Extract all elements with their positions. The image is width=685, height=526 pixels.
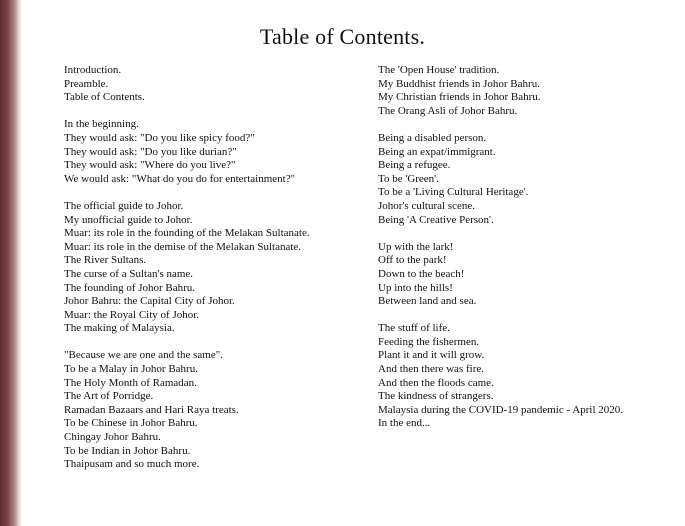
toc-entry: Johor's cultural scene. xyxy=(378,199,475,212)
toc-entry: The Holy Month of Ramadan. xyxy=(64,376,197,389)
toc-group xyxy=(378,64,623,118)
toc-entry: To be Chinese in Johor Bahru. xyxy=(64,417,198,430)
toc-entry: Introduction. xyxy=(64,64,122,76)
toc-group xyxy=(378,132,623,227)
toc-entry: In the beginning. xyxy=(64,118,139,131)
toc-entry: Thaipusam and so much more. xyxy=(64,458,200,471)
toc-entry: Malaysia during the COVID-19 pandemic - April 2020. xyxy=(378,403,624,416)
toc-entry: Being a disabled person. xyxy=(378,131,487,144)
toc-entry: The Art of Porridge. xyxy=(64,390,154,403)
toc-entry: The stuff of life. xyxy=(378,322,450,335)
toc-entry: We would ask: "What do you do for entertainment?" xyxy=(64,172,296,185)
toc-entry: To be a 'Living Cultural Heritage'. xyxy=(378,186,529,199)
toc-entry: The kindness of strangers. xyxy=(378,390,494,403)
toc-group xyxy=(64,118,310,186)
toc-entry: They would ask: "Where do you live?" xyxy=(64,159,236,172)
toc-group xyxy=(64,64,310,105)
toc-entry: Table of Contents. xyxy=(64,91,145,104)
toc-entry: The curse of a Sultan's name. xyxy=(64,267,194,280)
toc-entry: Up into the hills! xyxy=(378,281,453,294)
toc-group xyxy=(378,322,623,431)
toc-entry: To be Indian in Johor Bahru. xyxy=(64,444,191,457)
toc-entry: Muar: the Royal City of Johor. xyxy=(64,308,200,321)
toc-entry: They would ask: "Do you like durian?" xyxy=(64,145,237,158)
toc-entry: Muar: its role in the founding of the Melakan Sultanate. xyxy=(64,227,310,240)
toc-entry: My Christian friends in Johor Bahru. xyxy=(378,91,541,104)
toc-entry: My unofficial guide to Johor. xyxy=(64,213,193,226)
toc-entry: Being an expat/immigrant. xyxy=(378,145,496,158)
toc-entry: The making of Malaysia. xyxy=(64,322,175,335)
toc-entry: Chingay Johor Bahru. xyxy=(64,431,161,444)
toc-entry: In the end... xyxy=(378,417,431,430)
toc-entry: My Buddhist friends in Johor Bahru. xyxy=(378,77,540,90)
page-title: Table of Contents. xyxy=(259,24,426,49)
toc-entry: The 'Open House' tradition. xyxy=(378,64,500,76)
toc-entry: Muar: its role in the demise of the Melakan Sultanate. xyxy=(64,240,302,253)
toc-entry: Ramadan Bazaars and Hari Raya treats. xyxy=(64,403,239,416)
toc-group xyxy=(378,241,623,309)
toc-group xyxy=(64,349,310,471)
toc-entry: Plant it and it will grow. xyxy=(378,349,485,362)
toc-entry: To be 'Green'. xyxy=(378,172,439,185)
toc-entry: Up with the lark! xyxy=(378,240,454,253)
toc-entry: The founding of Johor Bahru. xyxy=(64,281,196,294)
toc-entry: The River Sultans. xyxy=(64,254,147,267)
toc-right-column xyxy=(378,64,623,445)
toc-entry: The Orang Asli of Johor Bahru. xyxy=(378,104,518,117)
toc-entry: The official guide to Johor. xyxy=(64,199,184,212)
toc-entry: To be a Malay in Johor Bahru. xyxy=(64,363,198,376)
toc-entry: They would ask: "Do you like spicy food?" xyxy=(64,131,255,144)
toc-group xyxy=(64,200,310,336)
toc-entry: Preamble. xyxy=(64,77,109,90)
toc-entry: Being 'A Creative Person'. xyxy=(378,213,494,226)
toc-entry: "Because we are one and the same". xyxy=(64,349,223,362)
toc-entry: Johor Bahru: the Capital City of Johor. xyxy=(64,295,235,308)
toc-entry: Down to the beach! xyxy=(378,267,465,280)
toc-entry: Being a refugee. xyxy=(378,159,451,172)
toc-entry: Off to the park! xyxy=(378,254,447,267)
toc-left-column xyxy=(64,64,310,485)
toc-entry: Between land and sea. xyxy=(378,295,477,308)
toc-entry: And then there was fire. xyxy=(378,363,484,376)
page-binding-edge xyxy=(0,0,22,526)
toc-entry: And then the floods came. xyxy=(378,376,494,389)
toc-entry: Feeding the fishermen. xyxy=(378,335,480,348)
